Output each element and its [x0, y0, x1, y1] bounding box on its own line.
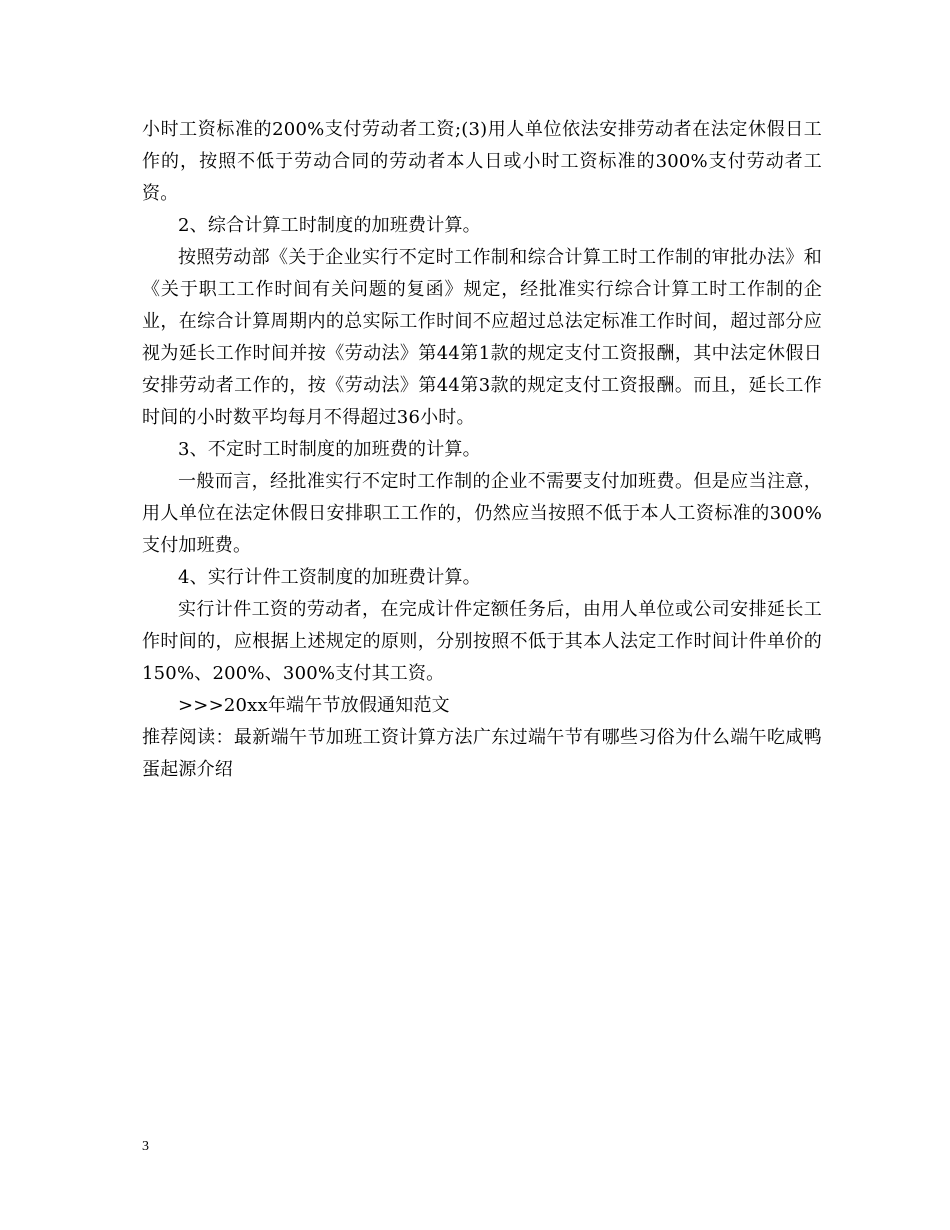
heading-flexible-hours: 3、不定时工时制度的加班费的计算。 [178, 439, 481, 460]
page-number: 3 [142, 1139, 149, 1154]
paragraph-comprehensive-hours: 按照劳动部《关于企业实行不定时工作制和综合计算工时工作制的审批办法》和《关于职工工作时间有关问题的复函》规定，经批准实行综合计算工时工作制的企业，在综合计算周期内的总实际工作时间不应超过总法定标准工作时间，超过部分应视为延长工作时间并按《劳动法》第44第1款的规定支付工资报酬，其中法定休假日安排劳动者工作的，按《劳动法》第44第3款的规定支付工资报酬。而且，延长工作时间的小时数平均每月不得超过36小时。 [142, 247, 822, 428]
heading-piece-rate: 4、实行计件工资制度的加班费计算。 [178, 567, 481, 588]
paragraph-flexible-hours: 一般而言，经批准实行不定时工作制的企业不需要支付加班费。但是应当注意，用人单位在法定休假日安排职工工作的，仍然应当按照不低于本人工资标准的300%支付加班费。 [142, 471, 822, 556]
related-link-holiday-notice: >>>20xx年端午节放假通知范文 [178, 695, 450, 716]
recommended-reading: 推荐阅读：最新端午节加班工资计算方法广东过端午节有哪些习俗为什么端午吃咸鸭蛋起源介绍 [142, 727, 822, 780]
paragraph-piece-rate: 实行计件工资的劳动者，在完成计件定额任务后，由用人单位或公司安排延长工作时间的，应根据上述规定的原则，分别按照不低于其本人法定工作时间计件单价的150%、200%、300%支付其工资。 [142, 599, 822, 684]
heading-comprehensive-hours: 2、综合计算工时制度的加班费计算。 [178, 215, 481, 236]
document-body [142, 114, 822, 786]
paragraph-wage-standard: 小时工资标准的200%支付劳动者工资;(3)用人单位依法安排劳动者在法定休假日工作的，按照不低于劳动合同的劳动者本人日或小时工资标准的300%支付劳动者工资。 [142, 119, 822, 204]
